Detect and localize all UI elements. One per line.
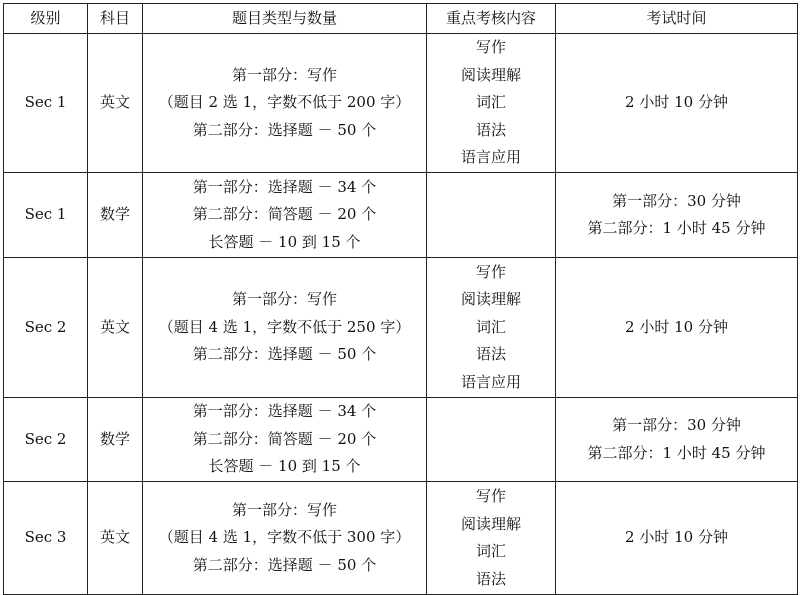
subject-cell: 英文 [88,258,143,398]
question-line: （题目 4 选 1，字数不低于 300 字） [158,528,411,547]
header-level: 级别 [4,4,88,34]
level-cell: Sec 1 [4,34,88,173]
time-cell [556,173,798,258]
questions-cell [143,398,427,482]
time-line: 第二部分：1 小时 45 分钟 [587,219,766,237]
questions-cell [143,34,427,173]
header-question-types: 题目类型与数量 [143,4,427,34]
focus-line: 词汇 [475,542,506,560]
questions-cell [143,258,427,398]
question-line: 第二部分：简答题 － 20 个 [192,205,377,224]
exam-schedule-table [3,3,798,595]
focus-line: 词汇 [475,317,506,336]
question-line: 第一部分：写作 [231,290,337,309]
focus-cell [427,482,556,595]
question-line: 第一部分：选择题 － 34 个 [192,402,377,421]
subject-cell: 英文 [88,482,143,595]
table-row [4,398,798,482]
question-line: 第二部分：简答题 － 20 个 [192,429,377,448]
focus-line: 写作 [475,262,506,281]
question-line: （题目 4 选 1，字数不低于 250 字） [158,317,411,336]
header-exam-time: 考试时间 [556,4,798,34]
focus-line: 语法 [475,569,506,588]
question-line: 第二部分：选择题 － 50 个 [192,345,377,364]
questions-cell [143,173,427,258]
level-cell: Sec 1 [4,173,88,258]
focus-line: 词汇 [475,93,506,112]
table-row [4,482,798,595]
table-row [4,34,798,173]
focus-cell [427,173,556,258]
time-line: 2 小时 10 分钟 [625,528,728,547]
subject-cell: 数学 [88,173,143,258]
subject-cell: 英文 [88,34,143,173]
table-header-row [4,4,798,34]
focus-cell [427,258,556,398]
focus-cell [427,398,556,482]
level-cell: Sec 2 [4,398,88,482]
header-focus: 重点考核内容 [427,4,556,34]
time-line: 第一部分：30 分钟 [612,191,741,210]
focus-line: 阅读理解 [460,290,521,309]
level-cell: Sec 3 [4,482,88,595]
focus-line: 语言应用 [460,372,521,391]
focus-line: 语法 [475,120,506,139]
time-cell [556,482,798,595]
focus-line: 写作 [475,38,506,57]
question-line: 第一部分：写作 [231,500,337,519]
question-line: （题目 2 选 1，字数不低于 200 字） [158,93,411,112]
time-cell [556,398,798,482]
level-cell: Sec 2 [4,258,88,398]
question-line: 第一部分：写作 [231,65,337,84]
time-line: 2 小时 10 分钟 [625,317,728,336]
time-cell [556,34,798,173]
question-line: 长答题 － 10 到 15 个 [208,232,361,251]
time-line: 2 小时 10 分钟 [625,93,728,112]
question-line: 第二部分：选择题 － 50 个 [192,120,377,139]
question-line: 第二部分：选择题 － 50 个 [192,555,377,574]
focus-cell [427,34,556,173]
subject-cell: 数学 [88,398,143,482]
time-cell [556,258,798,398]
questions-cell [143,482,427,595]
focus-line: 阅读理解 [460,65,521,84]
focus-line: 语言应用 [460,148,521,167]
table-row [4,173,798,258]
table-row [4,258,798,398]
focus-line: 阅读理解 [460,514,521,533]
focus-line: 写作 [475,487,506,505]
question-line: 长答题 － 10 到 15 个 [208,457,361,476]
focus-line: 语法 [475,345,506,364]
time-line: 第二部分：1 小时 45 分钟 [587,443,766,462]
time-line: 第一部分：30 分钟 [612,416,741,434]
question-line: 第一部分：选择题 － 34 个 [192,177,377,196]
header-subject: 科目 [88,4,143,34]
